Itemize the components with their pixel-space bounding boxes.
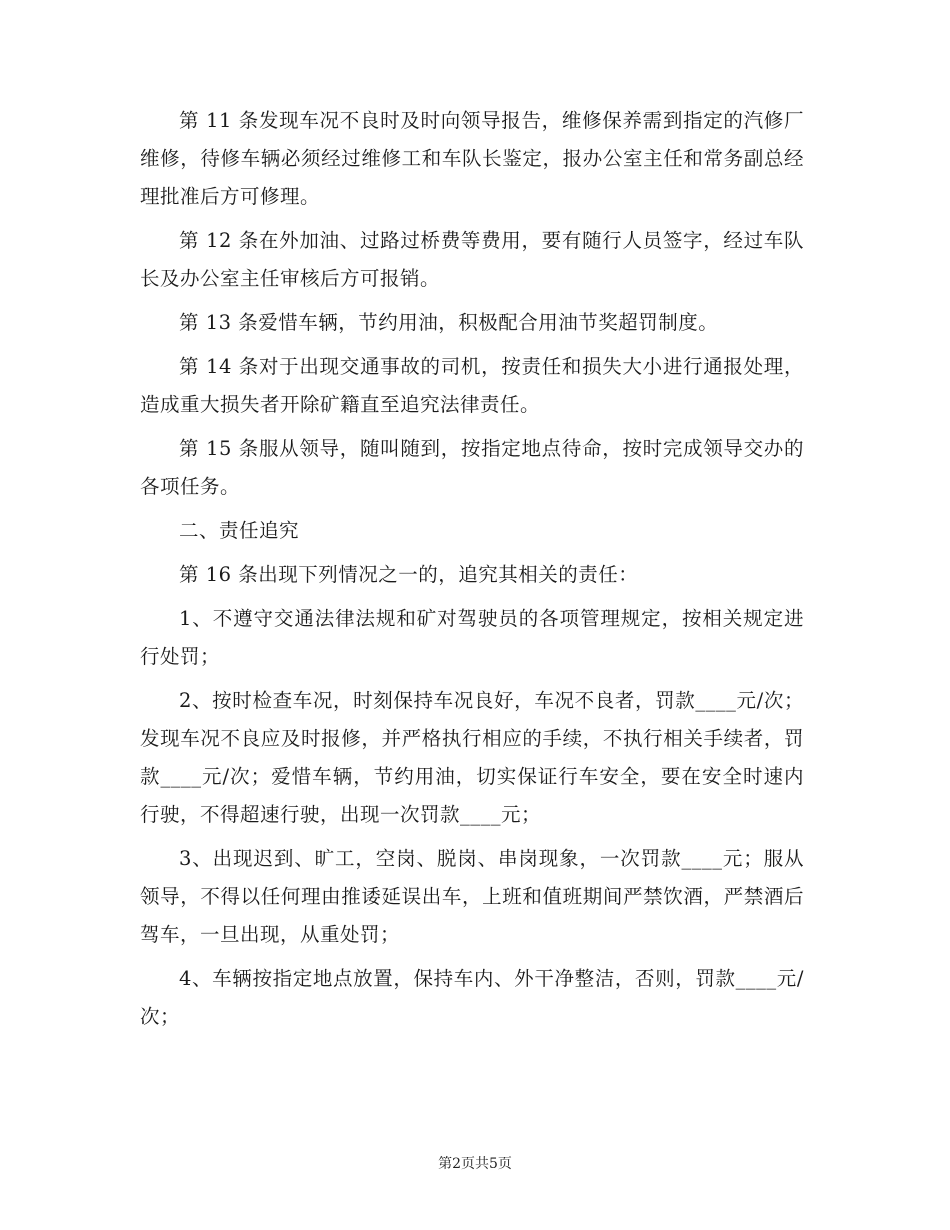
- article-13: 第 13 条爱惜车辆，节约用油，积极配合用油节奖超罚制度。: [179, 311, 719, 334]
- article-16: 第 16 条出现下列情况之一的，追究其相关的责任：: [179, 563, 639, 586]
- clause-4: 4、车辆按指定地点放置，保持车内、外干净整洁，否则，罚款____元/次；: [140, 967, 804, 1028]
- clause-2: 2、按时检查车况，时刻保持车况良好，车况不良者，罚款____元/次；发现车况不良应及时报修，并严格执行相应的手续，不执行相关手续者，罚款____元/次；爱惜车辆，节约用油，切实保证行车安全，要在安全时速内行驶，不得超速行驶，出现一次罚款____元；: [140, 689, 804, 826]
- section-heading-responsibility: 二、责任追究: [179, 519, 300, 542]
- page-number-footer: 第2页共5页: [438, 1156, 512, 1172]
- article-15: 第 15 条服从领导，随叫随到，按指定地点待命，按时完成领导交办的各项任务。: [140, 437, 804, 498]
- clause-1: 1、不遵守交通法律法规和矿对驾驶员的各项管理规定，按相关规定进行处罚；: [140, 607, 804, 668]
- article-12: 第 12 条在外加油、过路过桥费等费用，要有随行人员签字，经过车队长及办公室主任审核后方可报销。: [140, 229, 804, 290]
- article-14: 第 14 条对于出现交通事故的司机，按责任和损失大小进行通报处理，造成重大损失者开除矿籍直至追究法律责任。: [140, 355, 804, 416]
- article-11: 第 11 条发现车况不良时及时向领导报告，维修保养需到指定的汽修厂维修，待修车辆必须经过维修工和车队长鉴定，报办公室主任和常务副总经理批准后方可修理。: [140, 109, 804, 208]
- clause-3: 3、出现迟到、旷工，空岗、脱岗、串岗现象，一次罚款____元；服从领导，不得以任何理由推诿延误出车，上班和值班期间严禁饮酒，严禁酒后驾车，一旦出现，从重处罚；: [140, 847, 804, 946]
- document-body: [140, 102, 804, 1042]
